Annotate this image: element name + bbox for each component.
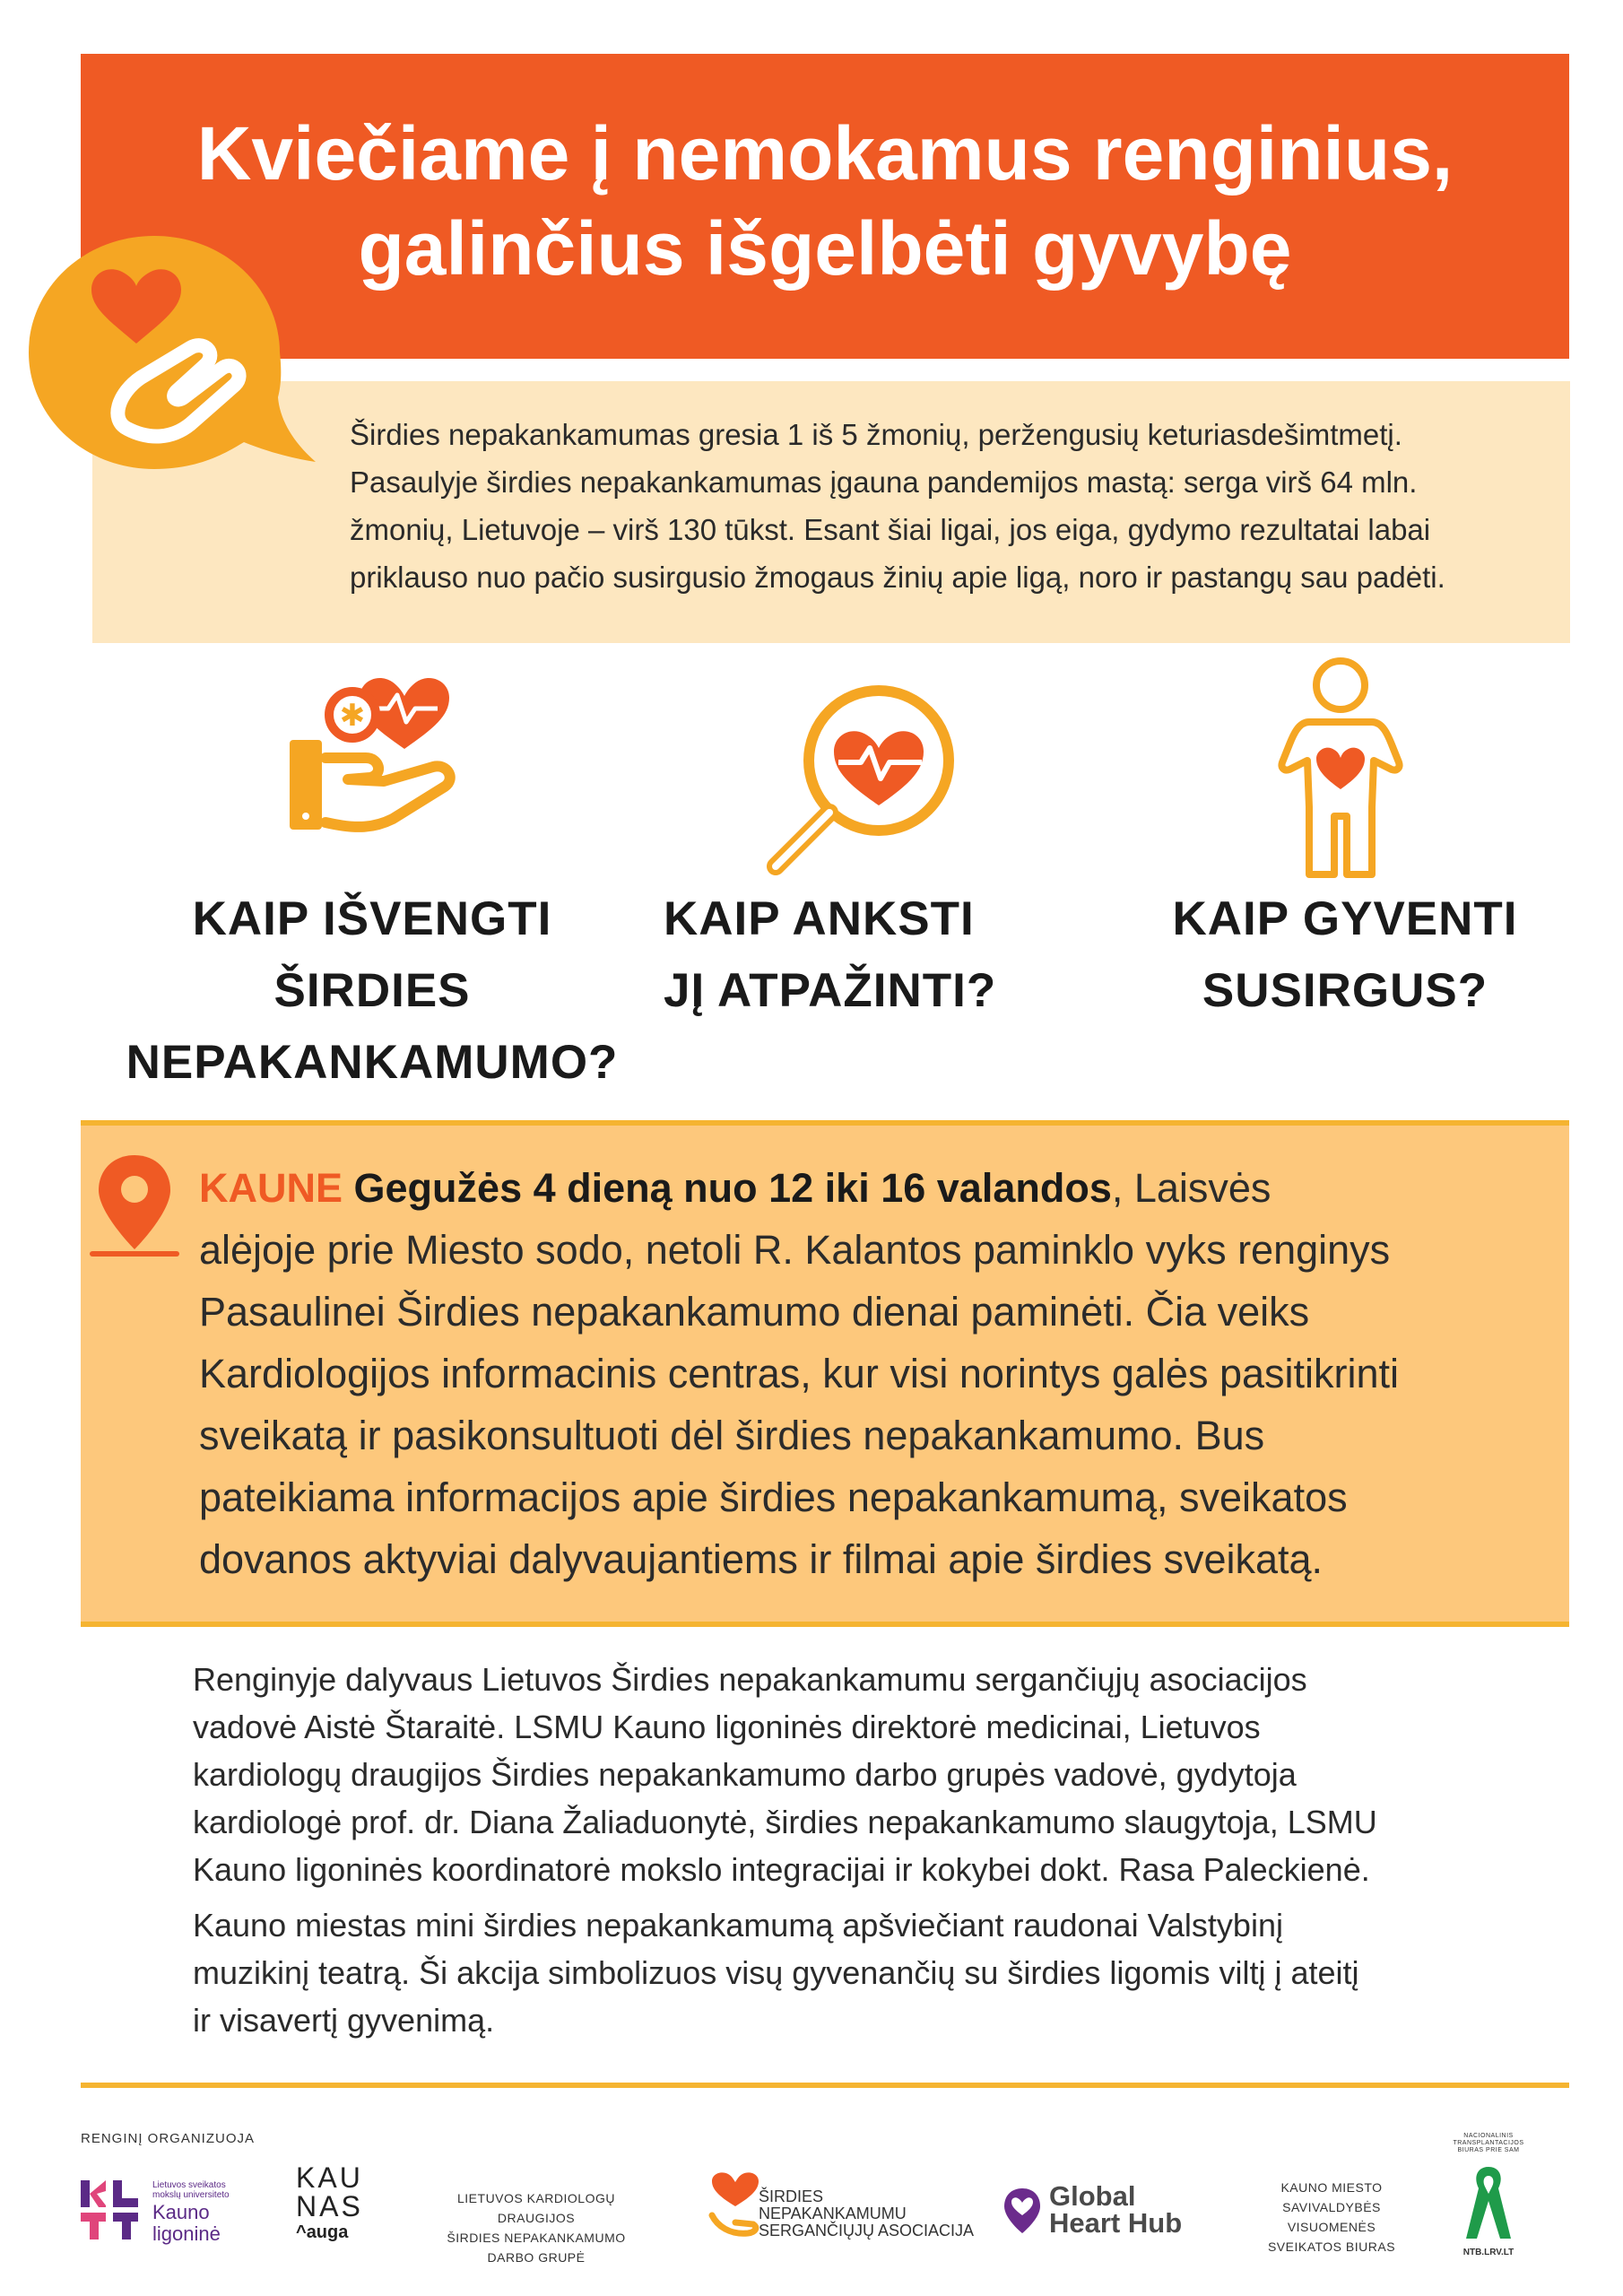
intro-text (350, 411, 1542, 601)
speech-bubble-hand-heart-icon (20, 218, 325, 487)
heart-pin-icon (1002, 2187, 1042, 2235)
kauno-ligonine-logo: Lietuvos sveikatos mokslų universiteto Kauno ligoninė (79, 2175, 258, 2247)
global-heart-hub-logo: Global Heart Hub (1002, 2179, 1218, 2242)
intro-line: žmonių, Lietuvoje – virš 130 tūkst. Esant šiai ligai, jos eiga, gydymo rezultatai labai (350, 513, 1431, 546)
event-line: pateikiama informacijos apie širdies nepakankamumą, sveikatos (199, 1474, 1348, 1520)
kl-mark-icon (79, 2179, 142, 2241)
green-ribbon-icon (1457, 2161, 1520, 2242)
event-line: sveikatą ir pasikonsultuoti dėl širdies nepakankamumo. Bus (199, 1413, 1265, 1458)
intro-line: Širdies nepakankamumas gresia 1 iš 5 žmonių, peržengusių keturiasdešimtmetį. (350, 418, 1402, 451)
question-prevent: KAIP IŠVENGTI ŠIRDIES NEPAKANKAMUMO? (126, 892, 619, 1089)
person-heart-icon (1273, 655, 1408, 883)
question-recognize: KAIP ANKSTI JĮ ATPAŽINTI? (664, 892, 997, 1017)
chevron-up-icon: ^ (296, 2222, 307, 2242)
event-line: dovanos aktyviai dalyvaujantiems ir filmai apie širdies sveikatą. (199, 1536, 1324, 1582)
intro-line: priklauso nuo pačio susirgusio žmogaus žinių apie ligą, noro ir pastangų sau padėti. (350, 561, 1445, 594)
organizers-label: RENGINĮ ORGANIZUOJA (81, 2131, 256, 2146)
hand-heart-icon (285, 668, 464, 839)
event-line: Pasaulinei Širdies nepakankamumo dienai paminėti. Čia veiks (199, 1289, 1310, 1335)
title-line-2: galinčius išgelbėti gyvybę (358, 206, 1292, 291)
ntb-logo: NACIONALINIS TRANSPLANTACIJOS BIURAS PRIE SAM NTB.LRV.LT (1453, 2133, 1524, 2257)
association-logo: ŠIRDIES NEPAKANKAMUMU SERGANČIŲJŲ ASOCIACIJA (708, 2170, 977, 2251)
event-bottom-rule (81, 1622, 1569, 1627)
event-line: Kardiologijos informacinis centras, kur visi norintys galės pasitikrinti (199, 1351, 1400, 1396)
location-pin-icon (90, 1151, 179, 1267)
participants-paragraph: Renginyje dalyvaus Lietuvos Širdies nepakankamumu sergančiųjų asociacijos vadovė Aistė Štaraitė. LSMU Kauno ligoninės direktorė medicinai, Lietuvos kardiologų draugijos Širdies nepakankamumo darbo grupės vadovė, gydytoja kardiologė prof. dr. Diana Žaliaduonytė, širdies nepakankamumo slaugytoja, LSMU Kauno ligoninės koordinatorė mokslo integracijai ir kokybei dokt. Rasa Paleckienė. (193, 1661, 1377, 1888)
intro-line: Pasaulyje širdies nepakankamumas įgauna pandemijos mastą: serga virš 64 mln. (350, 465, 1418, 499)
magnifier-heart-icon (753, 680, 968, 886)
event-time: Gegužės 4 dieną nuo 12 iki 16 valandos (353, 1165, 1112, 1211)
lighting-paragraph: Kauno miestas mini širdies nepakankamumą apšviečiant raudonai Valstybinį muzikinį teatrą. Ši akcija simbolizuos visų gyvenančių su širdies ligomis viltį į ateitį ir visavertį gyvenimą. (193, 1907, 1359, 2039)
question-live: KAIP GYVENTI SUSIRGUS? (1172, 892, 1518, 1017)
sveikatos-biuras-logo: KAUNO MIESTO SAVIVALDYBĖS VISUOMENĖS SVEIKATOS BIURAS (1267, 2180, 1396, 2254)
event-city: KAUNE (199, 1165, 343, 1211)
kardiologu-draugija-logo: LIETUVOS KARDIOLOGŲ DRAUGIJOS ŠIRDIES NEPAKANKAMUMO DARBO GRUPĖ (447, 2191, 626, 2265)
kaunas-auga-logo: KAU NAS ^auga (296, 2161, 363, 2242)
event-description: KAUNE Gegužės 4 dieną nuo 12 iki 16 valandos, Laisvės alėjoje prie Miesto sodo, netoli R. Kalantos paminklo vyks renginys Pasaulinei Širdies nepakankamumo dienai paminėti. Čia veiks Kardiologijos informacinis centras, kur visi norintys galės pasitikrinti sveikatą ir pasikonsultuoti dėl širdies nepakankamumo. Bus pateikiama informacijos apie širdies nepakankamumą, sveikatos dovanos aktyviai dalyvaujantiems ir filmai apie širdies sveikatą. (199, 1157, 1544, 1590)
heart-hand-logo-icon (708, 2170, 762, 2242)
svg-text:✱: ✱ (339, 698, 366, 734)
footer-rule (81, 2083, 1569, 2088)
title-line-1: Kviečiame į nemokamus renginius, (196, 111, 1454, 196)
event-line: alėjoje prie Miesto sodo, netoli R. Kalantos paminklo vyks renginys (199, 1227, 1391, 1273)
